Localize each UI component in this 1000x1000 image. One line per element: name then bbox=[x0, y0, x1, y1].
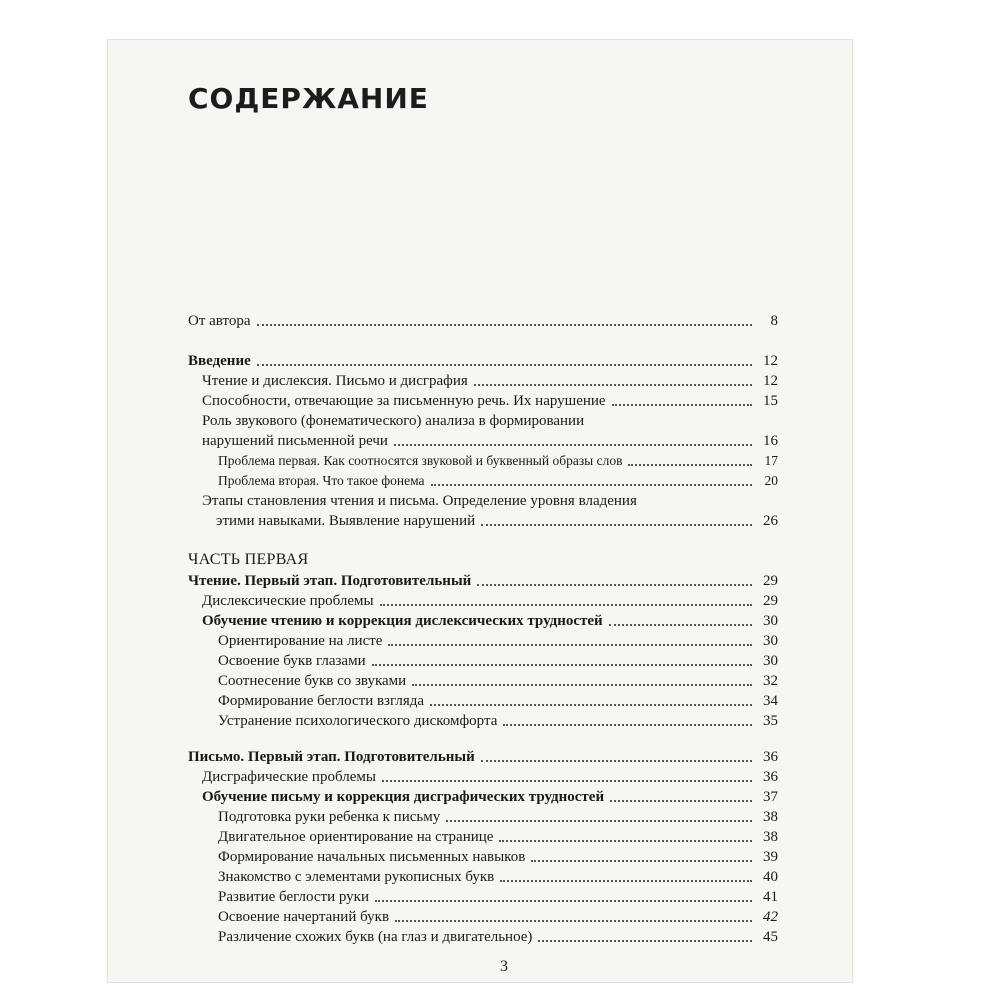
toc-entry-line2 bbox=[202, 512, 778, 530]
toc-page-number: 42 bbox=[763, 909, 778, 925]
dot-leader bbox=[394, 444, 752, 446]
dot-leader bbox=[380, 604, 752, 606]
dot-leader bbox=[430, 704, 752, 706]
toc-entry-line2 bbox=[202, 432, 778, 450]
toc-entry-label-line1: Этапы становления чтения и письма. Определение уровня владения bbox=[202, 493, 637, 509]
toc-entry-label: Проблема вторая. Что такое фонема bbox=[218, 473, 425, 488]
document-page bbox=[108, 40, 852, 982]
toc-page-number: 36 bbox=[763, 749, 778, 765]
toc-page-number: 8 bbox=[770, 313, 778, 329]
toc-entry-label: Подготовка руки ребенка к письму bbox=[218, 809, 441, 825]
toc-entry[interactable] bbox=[188, 808, 778, 826]
dot-leader bbox=[477, 584, 752, 586]
toc-page-number: 12 bbox=[763, 353, 778, 369]
toc-page-number: 45 bbox=[763, 929, 778, 945]
toc-entry[interactable] bbox=[188, 592, 778, 610]
toc-entry-label: Проблема первая. Как соотносятся звуковой и буквенный образы слов bbox=[218, 453, 623, 468]
toc-page-number: 38 bbox=[763, 809, 778, 825]
dot-leader bbox=[388, 644, 752, 646]
dot-leader bbox=[481, 524, 752, 526]
toc-page-number: 40 bbox=[763, 869, 778, 885]
dot-leader bbox=[538, 940, 752, 942]
toc-entry[interactable] bbox=[188, 828, 778, 846]
toc-page-number: 29 bbox=[763, 573, 778, 589]
toc-page-number: 29 bbox=[763, 593, 778, 609]
toc-entry-label: Формирование начальных письменных навыков bbox=[218, 849, 526, 865]
toc-entry-multiline[interactable] bbox=[188, 492, 778, 530]
toc-entry[interactable] bbox=[188, 372, 778, 390]
toc-page-number: 38 bbox=[763, 829, 778, 845]
toc-entry-label: Знакомство с элементами рукописных букв bbox=[218, 869, 495, 885]
toc-entry-label: этими навыками. Выявление нарушений bbox=[216, 513, 476, 529]
dot-leader bbox=[628, 464, 752, 466]
dot-leader bbox=[382, 780, 752, 782]
toc-entry-subsection[interactable] bbox=[188, 788, 778, 806]
toc-entry-label: От автора bbox=[188, 313, 251, 329]
dot-leader bbox=[372, 664, 752, 666]
dot-leader bbox=[375, 900, 752, 902]
table-of-contents bbox=[188, 312, 778, 946]
dot-leader bbox=[412, 684, 752, 686]
dot-leader bbox=[481, 760, 752, 762]
dot-leader bbox=[395, 920, 752, 922]
toc-entry-label: Обучение письму и коррекция дисграфических трудностей bbox=[202, 789, 605, 805]
toc-page-number: 30 bbox=[763, 613, 778, 629]
toc-page-number: 20 bbox=[764, 473, 778, 488]
toc-entry-multiline[interactable] bbox=[188, 412, 778, 450]
dot-leader bbox=[500, 880, 752, 882]
toc-entry[interactable] bbox=[188, 768, 778, 786]
toc-entry[interactable] bbox=[188, 928, 778, 946]
toc-entry-label: Двигательное ориентирование на странице bbox=[218, 829, 494, 845]
toc-entry-label: Письмо. Первый этап. Подготовительный bbox=[188, 749, 475, 765]
toc-entry[interactable] bbox=[188, 712, 778, 730]
toc-entry-label: Формирование беглости взгляда bbox=[218, 693, 425, 709]
toc-entry[interactable] bbox=[188, 652, 778, 670]
toc-entry-label: Способности, отвечающие за письменную речь. Их нарушение bbox=[202, 393, 606, 409]
toc-entry-label: Различение схожих букв (на глаз и двигательное) bbox=[218, 929, 533, 945]
toc-entry-label: Устранение психологического дискомфорта bbox=[218, 713, 498, 729]
toc-page-number: 36 bbox=[763, 769, 778, 785]
dot-leader bbox=[609, 624, 752, 626]
toc-entry[interactable] bbox=[188, 848, 778, 866]
dot-leader bbox=[474, 384, 752, 386]
toc-entry[interactable] bbox=[188, 888, 778, 906]
toc-page-number: 35 bbox=[763, 713, 778, 729]
toc-entry[interactable] bbox=[188, 452, 778, 470]
toc-page-number: 30 bbox=[763, 633, 778, 649]
dot-leader bbox=[446, 820, 752, 822]
toc-entry-label: Освоение букв глазами bbox=[218, 653, 366, 669]
toc-page-number: 34 bbox=[763, 693, 778, 709]
toc-entry-section[interactable] bbox=[188, 572, 778, 590]
toc-entry-label: Освоение начертаний букв bbox=[218, 909, 390, 925]
toc-entry-label: Чтение. Первый этап. Подготовительный bbox=[188, 573, 472, 589]
dot-leader bbox=[257, 324, 752, 326]
toc-entry-label: Обучение чтению и коррекция дислексических трудностей bbox=[202, 613, 603, 629]
page-title: СОДЕРЖАНИЕ bbox=[188, 82, 429, 115]
toc-entry-label: Соотнесение букв со звуками bbox=[218, 673, 407, 689]
dot-leader bbox=[257, 364, 752, 366]
toc-page-number: 16 bbox=[763, 433, 778, 449]
toc-entry[interactable] bbox=[188, 908, 778, 926]
toc-entry-label: Дисграфические проблемы bbox=[202, 769, 376, 785]
toc-page-number: 41 bbox=[763, 889, 778, 905]
toc-entry-label: Дислексические проблемы bbox=[202, 593, 374, 609]
page-number: 3 bbox=[500, 958, 508, 975]
toc-entry-introduction[interactable] bbox=[188, 352, 778, 370]
toc-page-number: 37 bbox=[763, 789, 778, 805]
toc-entry[interactable] bbox=[188, 632, 778, 650]
toc-entry-label: Введение bbox=[188, 353, 251, 369]
dot-leader bbox=[499, 840, 752, 842]
dot-leader bbox=[612, 404, 752, 406]
toc-entry[interactable] bbox=[188, 392, 778, 410]
toc-page-number: 15 bbox=[763, 393, 778, 409]
toc-entry[interactable] bbox=[188, 472, 778, 490]
dot-leader bbox=[431, 484, 752, 486]
toc-entry-subsection[interactable] bbox=[188, 612, 778, 630]
toc-entry-label: Чтение и дислексия. Письмо и дисграфия bbox=[202, 373, 468, 389]
toc-entry-from-author[interactable] bbox=[188, 312, 778, 330]
toc-entry-label: Развитие беглости руки bbox=[218, 889, 369, 905]
toc-entry[interactable] bbox=[188, 672, 778, 690]
toc-page-number: 39 bbox=[763, 849, 778, 865]
toc-page-number: 26 bbox=[763, 513, 778, 529]
toc-page-number: 12 bbox=[763, 373, 778, 389]
part-heading: ЧАСТЬ ПЕРВАЯ bbox=[188, 551, 309, 568]
toc-page-number: 30 bbox=[763, 653, 778, 669]
toc-page-number: 17 bbox=[764, 453, 778, 468]
toc-entry-label: нарушений письменной речи bbox=[202, 433, 388, 449]
toc-entry-section[interactable] bbox=[188, 748, 778, 766]
toc-page-number: 32 bbox=[763, 673, 778, 689]
toc-entry[interactable] bbox=[188, 868, 778, 886]
dot-leader bbox=[503, 724, 752, 726]
toc-entry[interactable] bbox=[188, 692, 778, 710]
dot-leader bbox=[610, 800, 752, 802]
dot-leader bbox=[531, 860, 752, 862]
toc-entry-label-line1: Роль звукового (фонематического) анализа в формировании bbox=[202, 413, 585, 429]
toc-entry-label: Ориентирование на листе bbox=[218, 633, 383, 649]
